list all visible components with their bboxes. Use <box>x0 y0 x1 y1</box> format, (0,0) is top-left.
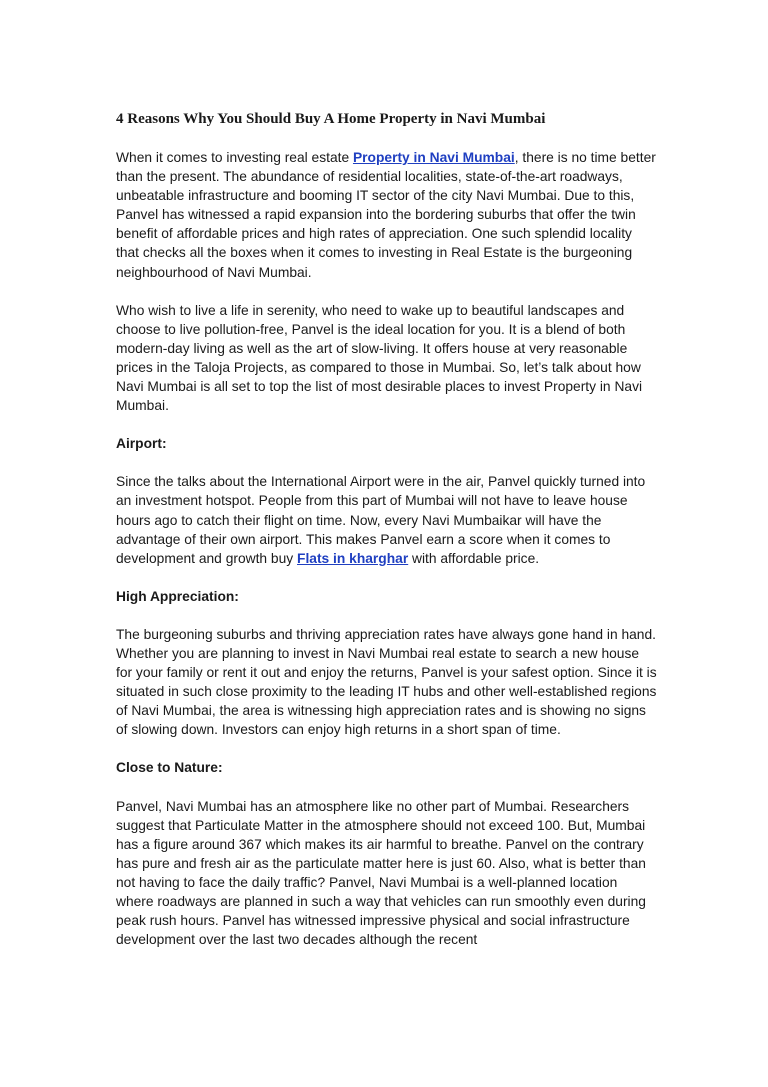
appreciation-heading: High Appreciation: <box>116 588 239 604</box>
airport-text-start: Since the talks about the International Airport were in the air, Panvel quickly turned into an investment hotspot. People from this part of Mumbai will not have to leave house hours ago to catch their flight on time. Now, every Navi Mumbaikar will have the advantage of their own airport. This makes Panvel earn a score when it comes to development and growth buy <box>116 474 646 566</box>
property-navi-mumbai-link[interactable]: Property in Navi Mumbai <box>352 150 515 165</box>
intro-text-start: When it comes to investing real estate <box>116 150 353 165</box>
airport-paragraph <box>116 472 658 567</box>
nature-heading: Close to Nature: <box>116 760 223 776</box>
flats-kharghar-link[interactable]: Flats in kharghar <box>297 550 409 566</box>
nature-paragraph: Panvel, Navi Mumbai has an atmosphere like no other part of Mumbai. Researchers suggest that Particulate Matter in the atmosphere should not exceed 100. But, Mumbai has a figure around 367 which makes its air harmful to breathe. Panvel on the contrary has pure and fresh air as the particulate matter here is just 60. Also, what is better than not having to face the daily traffic? Panvel, Navi Mumbai is a well-planned location where roadways are planned in such a way that vehicles can run smoothly even during peak rush hours. Panvel has witnessed impressive physical and social infrastructure development over the last two decades although the recent <box>116 798 646 948</box>
appreciation-paragraph: The burgeoning suburbs and thriving appreciation rates have always gone hand in hand. Whether you are planning to invest in Navi Mumbai real estate to search a new house for your family or rent it out and enjoy the returns, Panvel is your safest option. Since it is situated in such close proximity to the leading IT hubs and other well-established regions of Navi Mumbai, the area is witnessing high appreciation rates and is showing no signs of slowing down. Investors can enjoy high returns in a short span of time. <box>116 626 657 738</box>
document-title: 4 Reasons Why You Should Buy A Home Property in Navi Mumbai <box>116 111 546 127</box>
airport-heading: Airport: <box>116 436 167 452</box>
serenity-paragraph: Who wish to live a life in serenity, who need to wake up to beautiful landscapes and choose to live pollution-free, Panvel is the ideal location for you. It is a blend of both modern-day living as well as the art of slow-living. It offers house at very reasonable prices in the Taloja Projects, as compared to those in Mumbai. So, let’s talk about how Navi Mumbai is all set to top the list of most desirable places to invest Property in Navi Mumbai. <box>116 302 643 414</box>
airport-text-end: with affordable price. <box>408 550 540 566</box>
intro-paragraph <box>116 148 658 282</box>
intro-text-end: , there is no time better than the present. The abundance of residential localities, state-of-the-art roadways, unbeatable infrastructure and booming IT sector of the city Navi Mumbai. Due to this, Panvel has witnessed a rapid expansion into the bordering suburbs that offer the twin benefit of affordable prices and high rates of appreciation. One such splendid locality that checks all the boxes when it comes to investing in Real Estate is the burgeoning neighbourhood of Navi Mumbai. <box>116 150 656 280</box>
